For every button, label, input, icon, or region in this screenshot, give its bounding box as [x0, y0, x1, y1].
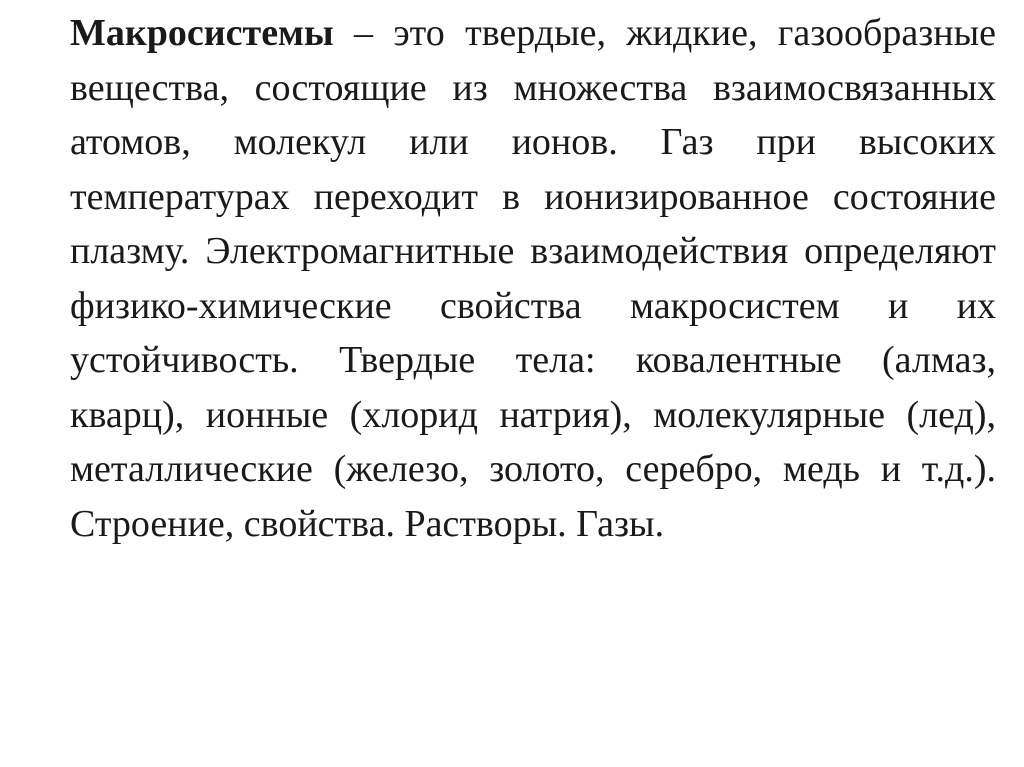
slide-content: [70, 6, 996, 551]
definition-paragraph: [70, 6, 996, 551]
definition-text: – это твердые, жидкие, газообразные вещества, состоящие из множества взаимосвязанных атомов, молекул или ионов. Газ при высоких температурах переходит в ионизированное состояние плазму. Электромагнитные взаимодействия определяют физико-химические свойства макросистем и их устойчивость. Твердые тела: ковалентные (алмаз, кварц), ионные (хлорид натрия), молекулярные (лед), металлические (железо, золото, серебро, медь и т.д.). Строение, свойства. Растворы. Газы.: [70, 12, 996, 545]
term-macrosystems: Макросистемы: [70, 12, 334, 54]
